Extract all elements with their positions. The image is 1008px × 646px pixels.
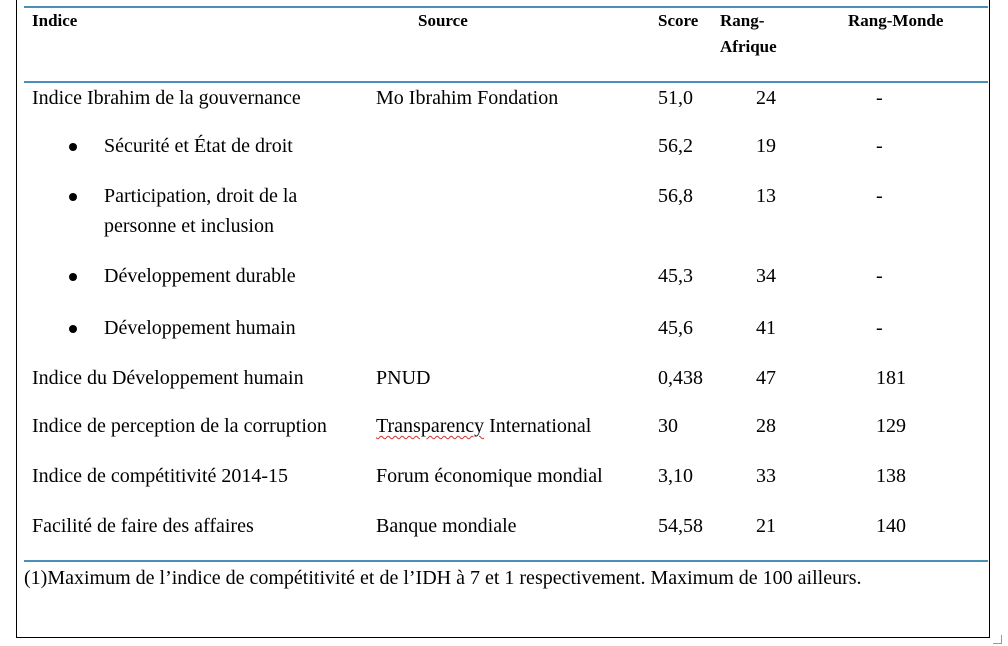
row-rang-afrique: 13 <box>756 185 776 207</box>
row-indice-line1: Participation, droit de la <box>104 185 298 207</box>
row-score: 56,8 <box>658 185 693 207</box>
header-score: Score <box>658 11 699 30</box>
row-source <box>376 411 591 441</box>
row-rang-monde: 181 <box>876 367 906 389</box>
row-indice: Indice de perception de la corruption <box>32 415 327 437</box>
row-rang-afrique: 47 <box>756 367 776 389</box>
bullet-icon <box>69 325 77 333</box>
row-source: Mo Ibrahim Fondation <box>376 87 559 109</box>
bottom-rule <box>24 560 988 562</box>
bullet-icon <box>69 193 77 201</box>
row-indice: Développement durable <box>104 265 296 287</box>
header-source: Source <box>418 11 468 30</box>
row-rang-afrique: 28 <box>756 415 776 437</box>
header-rang-monde: Rang-Monde <box>848 11 944 30</box>
source-misspelled-word: Transparency <box>376 415 485 437</box>
row-indice: Facilité de faire des affaires <box>32 515 254 537</box>
row-rang-monde: - <box>876 265 883 287</box>
row-rang-monde: 138 <box>876 465 906 487</box>
top-rule <box>24 6 988 8</box>
row-indice: Sécurité et État de droit <box>104 135 293 157</box>
row-source: PNUD <box>376 367 431 389</box>
row-rang-monde: - <box>876 135 883 157</box>
row-score: 56,2 <box>658 135 693 157</box>
row-indice: Indice du Développement humain <box>32 367 304 389</box>
row-score: 0,438 <box>658 367 703 389</box>
source-rest: International <box>484 415 592 437</box>
row-rang-afrique: 24 <box>756 87 776 109</box>
header-rang-afrique-line2: Afrique <box>720 37 777 56</box>
row-rang-afrique: 34 <box>756 265 776 287</box>
row-score: 45,6 <box>658 317 693 339</box>
row-rang-afrique: 19 <box>756 135 776 157</box>
header-rang-afrique-line1: Rang- <box>720 11 765 30</box>
row-score: 51,0 <box>658 87 693 109</box>
row-rang-monde: - <box>876 317 883 339</box>
row-indice: Indice Ibrahim de la gouvernance <box>32 87 301 109</box>
bullet-icon <box>69 143 77 151</box>
footnote: (1)Maximum de l’indice de compétitivité et de l’IDH à 7 et 1 respectivement. Maximum de 100 ailleurs. <box>24 567 862 589</box>
header-indice: Indice <box>32 11 78 30</box>
row-score: 30 <box>658 415 678 437</box>
row-rang-monde: - <box>876 87 883 109</box>
row-score: 3,10 <box>658 465 693 487</box>
row-indice: Développement humain <box>104 317 296 339</box>
row-indice-line2: personne et inclusion <box>104 215 274 237</box>
row-rang-monde: - <box>876 185 883 207</box>
row-rang-monde: 129 <box>876 415 906 437</box>
row-score: 54,58 <box>658 515 703 537</box>
row-source: Forum économique mondial <box>376 465 603 487</box>
row-rang-monde: 140 <box>876 515 906 537</box>
row-score: 45,3 <box>658 265 693 287</box>
row-rang-afrique: 21 <box>756 515 776 537</box>
row-indice: Indice de compétitivité 2014-15 <box>32 465 289 487</box>
bullet-icon <box>69 273 77 281</box>
row-source: Banque mondiale <box>376 515 517 537</box>
row-rang-afrique: 41 <box>756 317 776 339</box>
resize-handle-icon[interactable] <box>993 635 1002 644</box>
row-rang-afrique: 33 <box>756 465 776 487</box>
